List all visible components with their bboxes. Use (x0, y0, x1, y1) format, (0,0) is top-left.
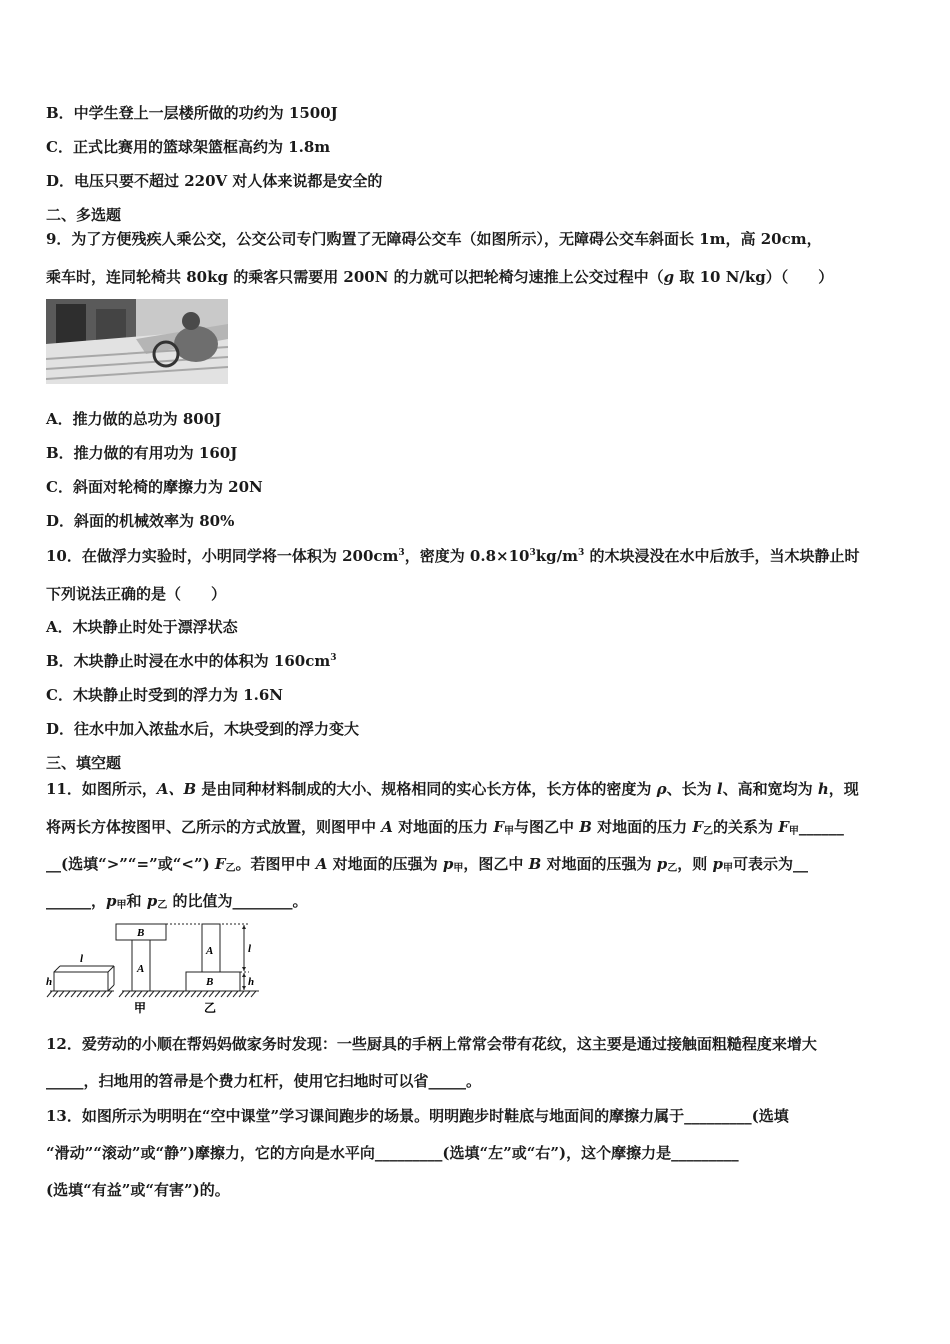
label-h-dim: h (248, 976, 255, 988)
q9-stem-line1: 9．为了方便残疾人乘公交，公交公司专门购置了无障碍公交车（如图所示），无障碍公交车斜面长 1m，高 20cm， (46, 230, 822, 248)
q11-blocks-figure (44, 918, 274, 1018)
q11-stem-line2: 将两长方体按图甲、乙所示的方式放置，则图甲中 A 对地面的压力 $F_甲$与图乙中 B 对地面的压力 $F_乙$的关系为 $F_甲\_\_\_\_\_\_$ (46, 818, 844, 837)
ground-hatch-left (47, 991, 114, 997)
section-heading-fill-in: 三、填空题 (46, 754, 122, 772)
q10-option-a: A．木块静止时处于漂浮状态 (46, 618, 238, 636)
label-a-yi: A (206, 945, 214, 957)
label-l-dim: l (248, 943, 252, 955)
ground-hatch-jia-yi (119, 991, 259, 997)
q12-stem-line1: 12．爱劳动的小顺在帮妈妈做家务时发现：一些厨具的手柄上常常会带有花纹，这主要是通过接触面粗糙程度来增大 (46, 1035, 817, 1053)
label-yi: 乙 (204, 1001, 217, 1015)
section-heading-multiple-choice: 二、多选题 (46, 206, 122, 224)
q10-option-c: C．木块静止时受到的浮力为 1.6N (46, 686, 283, 704)
label-b-jia: B (137, 927, 145, 939)
q10-option-d: D．往水中加入浓盐水后，木块受到的浮力变大 (46, 720, 360, 738)
q9-option-a: A．推力做的总功为 800J (46, 410, 222, 428)
q13-stem-line1: 13．如图所示为明明在“空中课堂”学习课间跑步的场景。明明跑步时鞋底与地面间的摩擦力属于_________(选填 (46, 1107, 789, 1125)
q9-option-b: B．推力做的有用功为 160J (46, 444, 238, 462)
label-l-lying: l (80, 953, 84, 965)
q9-option-c: C．斜面对轮椅的摩擦力为 20N (46, 478, 263, 496)
q10-stem-line1: 10．在做浮力实验时，小明同学将一体积为 $200cm^3$，密度为 $0.8\times 10^3kg/m^3$ 的木块浸没在水中后放手，当木块静止时 (46, 547, 860, 565)
q13-stem-line3: (选填“有益”或“有害”)的。 (46, 1181, 230, 1199)
label-h-lying: h (46, 976, 53, 988)
q8-option-d: D．电压只要不超过 220V 对人体来说都是安全的 (46, 172, 383, 190)
q11-stem-line4: ______，$p_甲$和 $p_乙$ 的比值为________。 (46, 892, 308, 911)
q9-option-d: D．斜面的机械效率为 80% (46, 512, 235, 530)
lying-block (54, 966, 114, 991)
label-a-jia: A (137, 963, 145, 975)
q9-bus-ramp-photo (46, 299, 228, 384)
q12-stem-line2: _____，扫地用的笤帚是个费力杠杆，使用它扫地时可以省_____。 (46, 1072, 482, 1090)
q8-option-c: C．正式比赛用的篮球架篮框高约为 1.8m (46, 138, 331, 156)
q10-stem-line2: 下列说法正确的是（ ） (46, 585, 227, 603)
q8-option-b: B．中学生登上一层楼所做的功约为 1500J (46, 104, 338, 122)
q11-stem-line3: __(选填“>”“=”或“<”) $F_乙$。若图甲中 A 对地面的压强为 $p_甲$，图乙中 B 对地面的压强为 $p_乙$，则 $p_甲$可表示为__ (46, 855, 808, 874)
q9-stem-line2: 乘车时，连同轮椅共 80kg 的乘客只需要用 200N 的力就可以把轮椅匀速推上公交过程中（g 取 10 N/kg）（ ） (46, 268, 834, 286)
label-b-yi: B (206, 976, 214, 988)
label-jia: 甲 (134, 1001, 147, 1015)
q13-stem-line2: “滑动”“滚动”或“静”)摩擦力，它的方向是水平向_________(选填“左”或“右”)，这个摩擦力是_________ (46, 1144, 739, 1162)
q10-option-b: B．木块静止时浸在水中的体积为 $160cm^3$ (46, 652, 337, 670)
q11-stem-line1: 11．如图所示，A、B 是由同种材料制成的大小、规格相同的实心长方体，长方体的密度为 ρ、长为 l、高和宽均为 h，现 (46, 780, 859, 798)
